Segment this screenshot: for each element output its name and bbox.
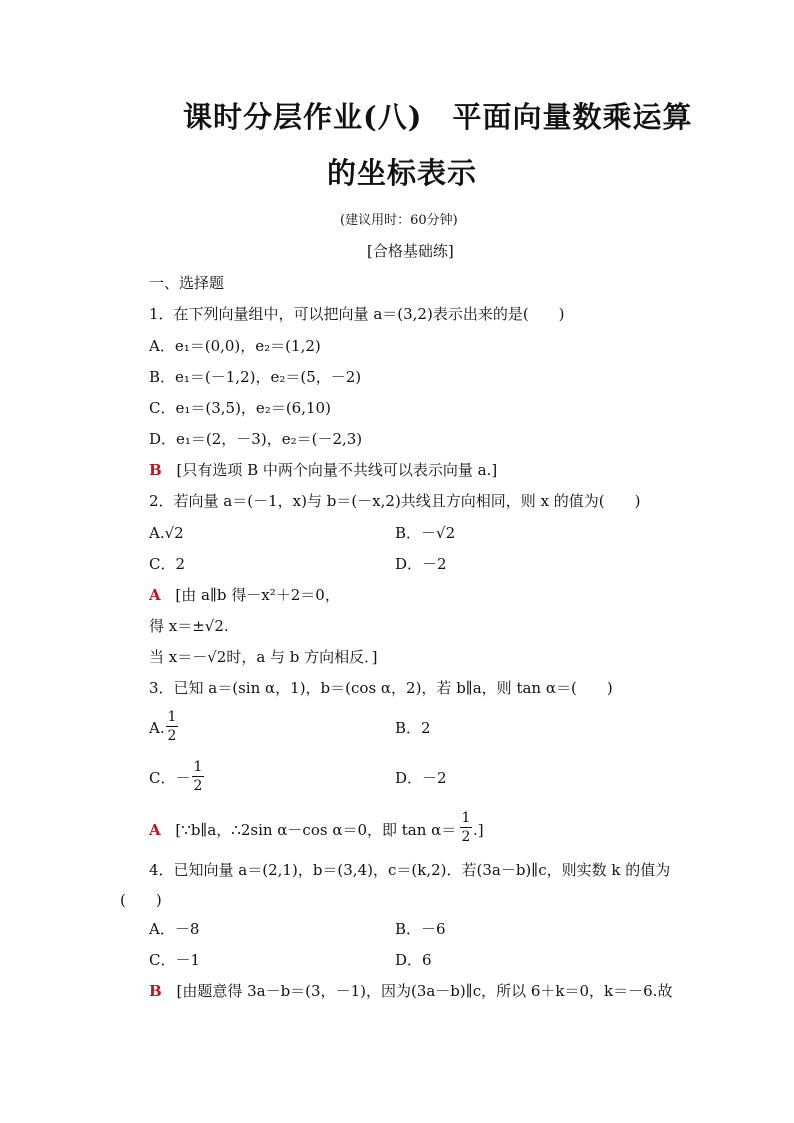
q3-explanation: [∵b∥a，∴2sin α－cos α＝0，即 tan α＝ [175, 821, 457, 839]
q3-stem: 3．已知 a＝(sin α，1)，b＝(cos α，2)，若 b∥a，则 tan α＝( ) [149, 679, 613, 697]
q2-option-d: D．－2 [395, 555, 447, 573]
q1-answer-line [149, 460, 497, 480]
q4-option-b: B．－6 [395, 920, 446, 938]
q2-option-c: C．2 [149, 555, 186, 573]
q2-stem: 2．若向量 a＝(－1，x)与 b＝(－x,2)共线且方向相同，则 x 的值为( ) [149, 492, 641, 510]
q1-answer: B [149, 461, 162, 479]
title-line-1: 课时分层作业(八) 平面向量数乘运算 [183, 100, 693, 134]
fraction-denominator: 2 [167, 728, 177, 744]
q3-option-a-prefix: A. [149, 719, 165, 737]
q3-answer: A [149, 821, 161, 839]
section-label: [合格基础练] [367, 242, 454, 260]
q2-explanation-2: 得 x＝±√2. [149, 617, 229, 635]
q4-answer-line [149, 981, 672, 1001]
fraction-denominator: 2 [193, 778, 203, 794]
q4-answer: B [149, 982, 162, 1000]
q1-option-a: A．e₁＝(0,0)，e₂＝(1,2) [149, 337, 321, 355]
q4-stem-blank: ( ) [120, 891, 162, 909]
q3-option-a-fraction [166, 709, 178, 744]
q2-answer: A [149, 586, 161, 604]
q4-option-d: D．6 [395, 951, 432, 969]
q2-option-b: B．－√2 [395, 524, 456, 542]
q3-answer-line [149, 820, 456, 840]
q4-explanation: [由题意得 3a－b＝(3，－1)，因为(3a－b)∥c，所以 6＋k＝0，k＝－6.故 [176, 982, 673, 1000]
q4-stem: 4．已知向量 a＝(2,1)，b＝(3,4)，c＝(k,2)．若(3a－b)∥c，则实数 k 的值为 [149, 861, 671, 879]
part-heading: 一、选择题 [149, 274, 225, 292]
q1-explanation: [只有选项 B 中两个向量不共线可以表示向量 a.] [176, 461, 498, 479]
title-line-2: 的坐标表示 [327, 156, 478, 190]
q4-option-c: C．－1 [149, 951, 201, 969]
q3-explanation-end: .] [473, 821, 484, 839]
q2-explanation-1: [由 a∥b 得－x²＋2＝0， [175, 586, 340, 604]
q3-option-c-prefix: C．－ [149, 769, 191, 787]
q1-stem: 1．在下列向量组中，可以把向量 a＝(3,2)表示出来的是( ) [149, 305, 565, 323]
q2-answer-line [149, 585, 340, 605]
fraction-numerator: 1 [461, 810, 471, 826]
q3-option-d: D．－2 [395, 769, 447, 787]
q3-option-c-fraction [192, 759, 204, 794]
fraction-numerator: 1 [167, 709, 177, 725]
q1-option-b: B．e₁＝(－1,2)，e₂＝(5，－2) [149, 368, 362, 386]
q1-option-d: D．e₁＝(2，－3)，e₂＝(－2,3) [149, 430, 363, 448]
q2-explanation-3: 当 x＝－√2时，a 与 b 方向相反．] [149, 648, 378, 666]
fraction-numerator: 1 [193, 759, 203, 775]
q3-explanation-fraction [460, 810, 472, 845]
q3-option-b: B．2 [395, 719, 431, 737]
q4-option-a: A．－8 [149, 920, 200, 938]
q1-option-c: C．e₁＝(3,5)，e₂＝(6,10) [149, 399, 331, 417]
fraction-denominator: 2 [461, 829, 471, 845]
q2-option-a: A.√2 [149, 524, 184, 542]
time-note: (建议用时：60分钟) [340, 213, 458, 228]
